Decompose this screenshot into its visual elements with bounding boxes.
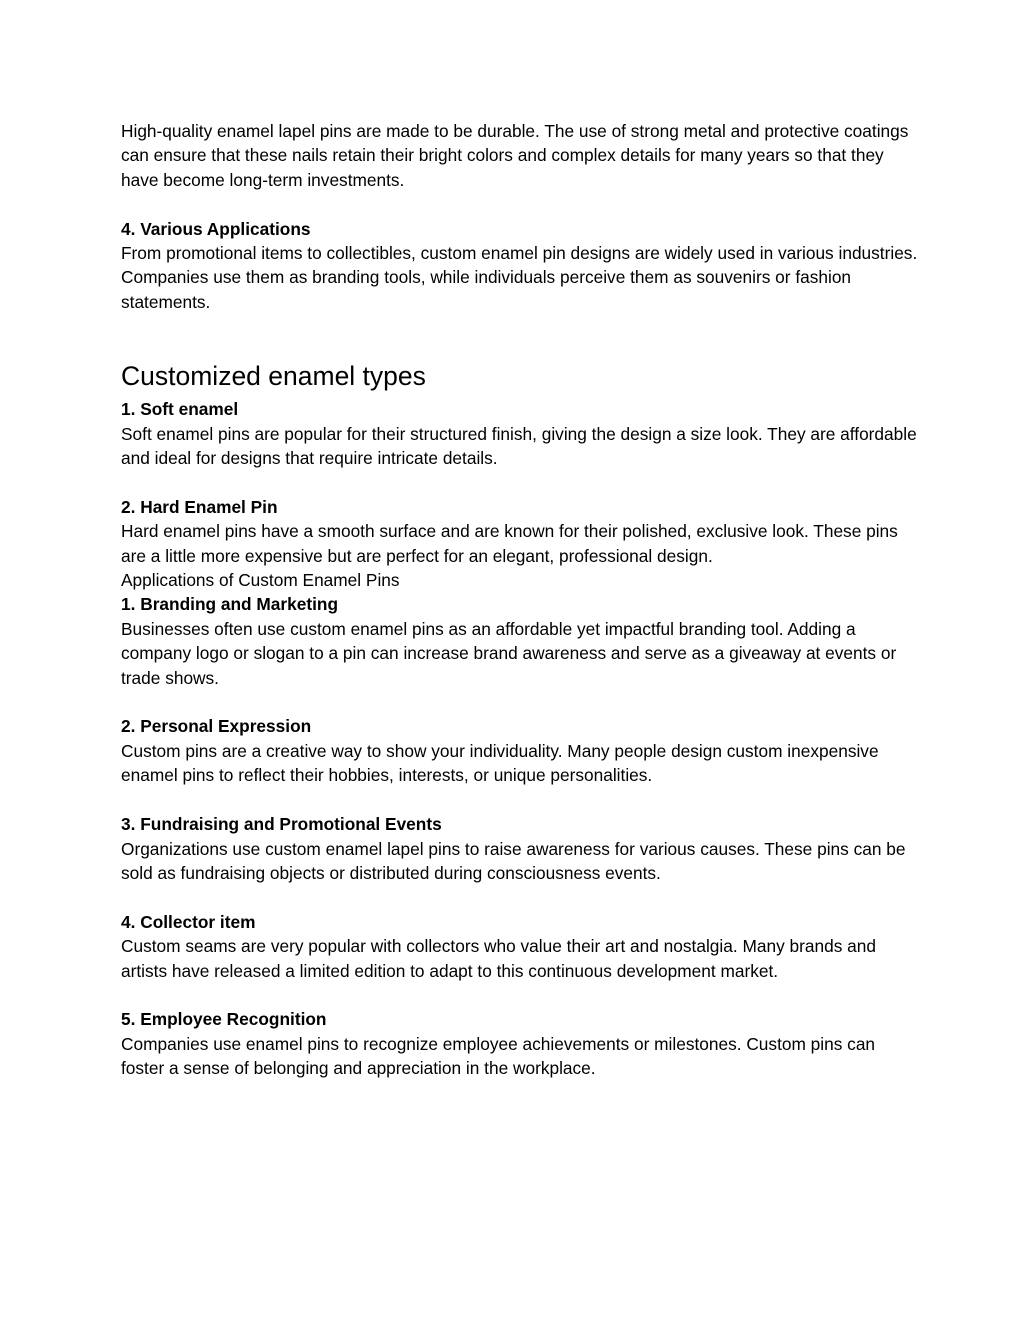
section-heading-various-applications: 4. Various Applications — [121, 218, 311, 239]
application-heading-collector: 4. Collector item — [121, 911, 256, 932]
application-heading-employee: 5. Employee Recognition — [121, 1009, 327, 1030]
intro-paragraph: High-quality enamel lapel pins are made to be durable. The use of strong metal and protective coatings can ensure that these nails retain their bright colors and complex details for many years so that they have become long-term investments. — [121, 121, 909, 190]
application-body-fundraising: Organizations use custom enamel lapel pins to raise awareness for various causes. These pins can be sold as fundraising objects or distributed during consciousness events. — [121, 838, 906, 883]
heading-spacer — [121, 314, 921, 361]
soft-enamel-heading: 1. Soft enamel — [121, 399, 239, 420]
application-body-personal: Custom pins are a creative way to show your individuality. Many people design custom inexpensive enamel pins to reflect their hobbies, interests, or unique personalities. — [121, 740, 879, 786]
paragraph-gap — [121, 192, 921, 216]
paragraph-gap — [121, 885, 921, 909]
application-body-employee: Companies use enamel pins to recognize employee achievements or milestones. Custom pins can foster a sense of belonging and appreciation in the workplace. — [121, 1033, 876, 1079]
hard-enamel-body: Hard enamel pins have a smooth surface and are known for their polished, exclusive look. These pins are a little more expensive but are perfect for an elegant, professional design. — [121, 521, 898, 566]
applications-subtitle: Applications of Custom Enamel Pins — [121, 570, 400, 591]
application-body-branding: Businesses often use custom enamel pins as an affordable yet impactful branding tool. Adding a company logo or slogan to a pin can increase brand awareness and serve as a giveaway at events or trade shows. — [121, 618, 897, 688]
application-heading-personal: 2. Personal Expression — [121, 716, 312, 737]
various-applications-body: From promotional items to collectibles, custom enamel pin designs are widely used in various industries. Companies use them as branding tools, while individuals perceive them as souvenirs or fashion statements. — [121, 243, 918, 312]
soft-enamel-body: Soft enamel pins are popular for their structured finish, giving the design a size look. They are affordable and ideal for designs that require intricate details. — [121, 423, 917, 469]
paragraph-gap — [121, 470, 921, 494]
application-heading-branding: 1. Branding and Marketing — [121, 594, 339, 615]
application-heading-fundraising: 3. Fundraising and Promotional Events — [121, 814, 442, 835]
hard-enamel-heading: 2. Hard Enamel Pin — [121, 496, 278, 517]
paragraph-gap — [121, 788, 921, 812]
application-body-collector: Custom seams are very popular with collectors who value their art and nostalgia. Many brands and artists have released a limited edition to adapt to this continuous development market. — [121, 936, 876, 981]
page-section-title: Customized enamel types — [121, 361, 426, 392]
paragraph-gap — [121, 983, 921, 1007]
paragraph-gap — [121, 690, 921, 714]
document-page — [121, 119, 921, 1081]
